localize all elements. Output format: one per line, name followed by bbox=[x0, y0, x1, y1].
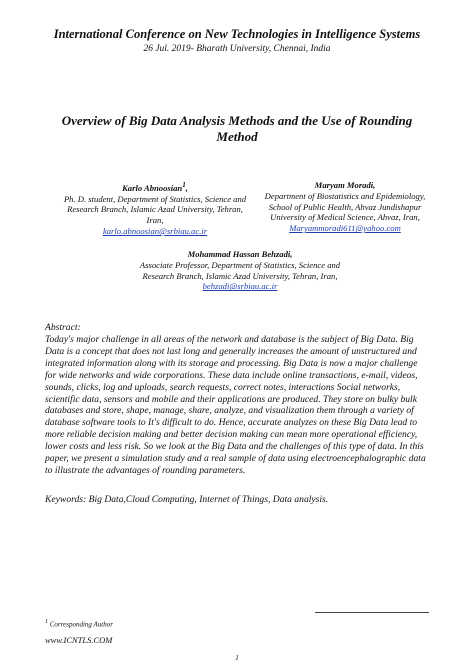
footnote-mark: 1 bbox=[45, 619, 48, 625]
author-name: Maryam Moradi, bbox=[314, 180, 376, 190]
abstract-line: paper, we present a simulation study and a real sample of data using electroencephalographic data bbox=[45, 453, 426, 465]
abstract-line: databases and store, shape, manage, share, analyze, and visualization them through a variety of bbox=[45, 405, 414, 417]
abstract-line: scientific data, sensors and mobile and their applications are produced. They store on bulky bulk bbox=[45, 393, 417, 405]
page-number: 1 bbox=[235, 654, 239, 662]
paper-title bbox=[40, 113, 434, 145]
author-affiliation-line: School of Public Health, Ahvaz Jundishapur bbox=[268, 201, 422, 212]
abstract-line: Data is a concept that does not last long and generally increases the amount of unstructured and bbox=[45, 345, 417, 357]
abstract-line: sounds, clicks, log and uploads, search requests, correct notes, interactions Social networks, bbox=[45, 381, 401, 393]
abstract-body bbox=[45, 334, 433, 477]
author-name: Mohammad Hassan Behzadi, bbox=[187, 249, 293, 259]
conference-website: www.ICNTLS.COM bbox=[45, 635, 113, 645]
author-block-1 bbox=[60, 180, 250, 237]
author-affiliation-line: Department of Biostatistics and Epidemiology, bbox=[264, 190, 426, 201]
footnote-divider bbox=[315, 612, 429, 613]
author-footnote-mark: 1 bbox=[182, 181, 186, 189]
abstract-line: database software tools to It's difficult to do. Hence, accurate analyzes on these Big Data lead to bbox=[45, 417, 418, 429]
keywords: Keywords: Big Data,Cloud Computing, Internet of Things, Data analysis. bbox=[45, 494, 329, 505]
author-affiliation-line: Associate Professor, Department of Statistics, Science and bbox=[139, 259, 341, 270]
conference-title: International Conference on New Technologies in Intelligence Systems bbox=[53, 27, 421, 41]
author-email-link[interactable]: karlo.abnoosian@srbiau.ac.ir bbox=[102, 226, 208, 237]
abstract-line: integrated information along with its storage and processing. Big Data is now a major challenge bbox=[45, 357, 418, 369]
author-affiliation-line: Research Branch, Islamic Azad University, Tehran, bbox=[67, 204, 243, 215]
author-affiliation-line: Ph. D. student, Department of Statistics, Science and bbox=[63, 193, 247, 204]
footnote bbox=[45, 619, 113, 628]
author-block-3 bbox=[125, 249, 355, 292]
abstract-line: lower costs and less risk. So we look at the Big Data and the challenges of this type of data. In this bbox=[45, 441, 424, 453]
abstract-line: for wide networks and wide corporations. These data include online transactions, e-mail, videos, bbox=[45, 369, 418, 381]
paper-title-line-1: Overview of Big Data Analysis Methods and the Use of Rounding bbox=[61, 113, 413, 128]
abstract-heading: Abstract: bbox=[45, 322, 81, 333]
paper-title-line-2: Method bbox=[216, 129, 258, 144]
author-affiliation-line: Iran, bbox=[146, 215, 164, 226]
author-affiliation-line: Research Branch, Islamic Azad University, Tehran, Iran, bbox=[142, 270, 338, 281]
author-email-link[interactable]: Maryammoradi611@yahoo.com bbox=[289, 223, 401, 234]
conference-date-location: 26 Jul. 2019- Bharath University, Chennai, India bbox=[143, 44, 331, 54]
abstract-line: to illustrate the advantages of rounding parameters. bbox=[45, 464, 246, 476]
author-name: Karlo Abnoosian$^1$, bbox=[122, 181, 188, 193]
footnote-text: Corresponding Author bbox=[48, 620, 113, 629]
abstract-line: more reliable decision making and better decision making can mean more operational efficiency, bbox=[45, 429, 418, 441]
author-block-2 bbox=[252, 180, 438, 234]
author-email-link[interactable]: behzadi@srbiau.ac.ir bbox=[202, 281, 278, 292]
abstract-line: Today's major challenge in all areas of the network and database is the subject of Big Data. Big bbox=[45, 334, 414, 345]
author-affiliation-line: University of Medical Science, Ahvaz, Iran, bbox=[270, 212, 420, 223]
